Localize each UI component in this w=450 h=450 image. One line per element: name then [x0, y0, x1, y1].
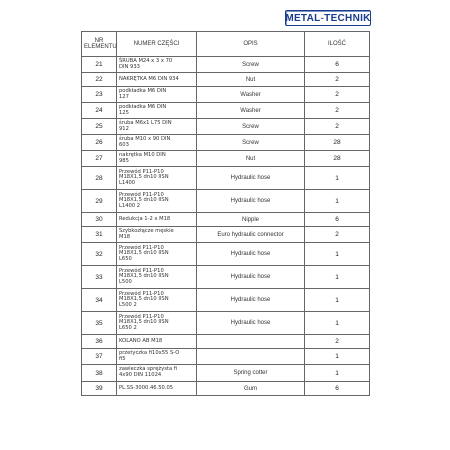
table-row — [82, 289, 370, 312]
row-part-number-cell: śruba M6x1 L75 DIN 912 — [117, 119, 197, 135]
table-row — [82, 135, 370, 151]
metal-technik-logo — [285, 10, 371, 26]
row-quantity-cell: 2 — [305, 87, 370, 103]
row-nr-cell: 37 — [82, 349, 117, 365]
row-part-number-cell: przetyczka fi10x55 S-O fi5 — [117, 349, 197, 365]
row-nr-cell: 39 — [82, 382, 117, 396]
logo-text-part2: TECHNIK — [324, 12, 371, 24]
row-quantity-cell: 1 — [305, 289, 370, 312]
row-description-cell: Hydraulic hose — [197, 289, 305, 312]
row-nr-cell: 38 — [82, 365, 117, 382]
row-nr-cell: 27 — [82, 151, 117, 167]
logo-text-separator: - — [320, 12, 325, 24]
row-nr-cell: 32 — [82, 243, 117, 266]
row-nr-cell: 25 — [82, 119, 117, 135]
row-description-cell: Screw — [197, 57, 305, 73]
table-row — [82, 57, 370, 73]
row-quantity-cell: 6 — [305, 382, 370, 396]
table-row — [82, 103, 370, 119]
row-description-cell: Hydraulic hose — [197, 312, 305, 335]
row-quantity-cell: 2 — [305, 227, 370, 243]
row-quantity-cell: 6 — [305, 213, 370, 227]
row-description-cell: Hydraulic hose — [197, 243, 305, 266]
table-row — [82, 119, 370, 135]
table-row — [82, 382, 370, 396]
row-nr-cell: 24 — [82, 103, 117, 119]
parts-table — [81, 31, 370, 396]
row-quantity-cell: 28 — [305, 151, 370, 167]
row-part-number-cell: podkładka M6 DIN 125 — [117, 103, 197, 119]
row-part-number-cell: PL.SS-3000.46.50.05 — [117, 382, 197, 396]
row-part-number-cell: Redukcja 1-2 x M18 — [117, 213, 197, 227]
row-quantity-cell: 28 — [305, 135, 370, 151]
row-description-cell: Nut — [197, 151, 305, 167]
header-numer-czesci: NUMER CZĘŚCI — [117, 32, 197, 57]
row-part-number-cell: Przewód P11-P10 M18X1,5 dn10 IISN L500 2 — [117, 289, 197, 312]
row-part-number-cell: podkładka M6 DIN 127 — [117, 87, 197, 103]
row-quantity-cell: 6 — [305, 57, 370, 73]
row-description-cell: Nipple — [197, 213, 305, 227]
table-row — [82, 167, 370, 190]
table-row — [82, 151, 370, 167]
row-quantity-cell: 1 — [305, 312, 370, 335]
row-nr-cell: 26 — [82, 135, 117, 151]
row-quantity-cell: 1 — [305, 365, 370, 382]
table-header-row — [82, 32, 370, 57]
row-nr-cell: 35 — [82, 312, 117, 335]
row-nr-cell: 29 — [82, 190, 117, 213]
row-description-cell: Hydraulic hose — [197, 167, 305, 190]
row-part-number-cell: Szybkozłącze męskie M18 — [117, 227, 197, 243]
table-row — [82, 349, 370, 365]
row-description-cell: Washer — [197, 87, 305, 103]
table-row — [82, 87, 370, 103]
row-part-number-cell: NAKRĘTKA M6 DIN 934 — [117, 73, 197, 87]
row-quantity-cell: 1 — [305, 190, 370, 213]
row-quantity-cell: 2 — [305, 103, 370, 119]
row-part-number-cell: zawleczka sprężysta fi 4x90 DIN 11024 — [117, 365, 197, 382]
table-row — [82, 365, 370, 382]
row-nr-cell: 23 — [82, 87, 117, 103]
table-row — [82, 243, 370, 266]
row-part-number-cell: Przewód P11-P10 M18X1,5 dn10 IISN L650 — [117, 243, 197, 266]
row-part-number-cell: KOLANO AB M18 — [117, 335, 197, 349]
table-row — [82, 213, 370, 227]
table-row — [82, 227, 370, 243]
row-description-cell: Spring cotter — [197, 365, 305, 382]
row-nr-cell: 22 — [82, 73, 117, 87]
row-nr-cell: 28 — [82, 167, 117, 190]
row-part-number-cell: Przewód P11-P10 M18X1,5 dn10 IISN L500 — [117, 266, 197, 289]
row-quantity-cell: 1 — [305, 349, 370, 365]
row-description-cell — [197, 335, 305, 349]
row-nr-cell: 36 — [82, 335, 117, 349]
row-description-cell: Euro hydraulic connector — [197, 227, 305, 243]
table-row — [82, 190, 370, 213]
row-part-number-cell: śruba M10 x 90 DIN 603 — [117, 135, 197, 151]
table-row — [82, 312, 370, 335]
row-nr-cell: 34 — [82, 289, 117, 312]
row-description-cell: Hydraulic hose — [197, 190, 305, 213]
row-quantity-cell: 1 — [305, 266, 370, 289]
row-description-cell: Screw — [197, 119, 305, 135]
row-description-cell: Hydraulic hose — [197, 266, 305, 289]
header-ilosc: ILOŚĆ — [305, 32, 370, 57]
row-part-number-cell: Przewód P11-P10 M18X1,5 dn10 IISN L1400 2 — [117, 190, 197, 213]
table-row — [82, 73, 370, 87]
row-description-cell — [197, 349, 305, 365]
row-nr-cell: 31 — [82, 227, 117, 243]
row-description-cell: Nut — [197, 73, 305, 87]
table-row — [82, 266, 370, 289]
row-description-cell: Washer — [197, 103, 305, 119]
row-quantity-cell: 2 — [305, 73, 370, 87]
row-nr-cell: 33 — [82, 266, 117, 289]
row-quantity-cell: 1 — [305, 243, 370, 266]
header-opis: OPIS — [197, 32, 305, 57]
row-part-number-cell: Przewód P11-P10 M18X1,5 dn10 IISN L1400 — [117, 167, 197, 190]
logo-text-part1: METAL — [285, 12, 321, 24]
row-nr-cell: 30 — [82, 213, 117, 227]
row-part-number-cell: nakrętka M10 DIN 985 — [117, 151, 197, 167]
table-row — [82, 335, 370, 349]
header-nr-elementu: NR ELEMENTU — [82, 32, 117, 57]
row-part-number-cell: ŚRUBA M24 x 3 x 70 DIN 933 — [117, 57, 197, 73]
row-part-number-cell: Przewód P11-P10 M18X1,5 dn10 IISN L650 2 — [117, 312, 197, 335]
row-nr-cell: 21 — [82, 57, 117, 73]
row-description-cell: Screw — [197, 135, 305, 151]
row-quantity-cell: 2 — [305, 119, 370, 135]
row-quantity-cell: 1 — [305, 167, 370, 190]
row-description-cell: Gum — [197, 382, 305, 396]
table-body — [82, 57, 370, 396]
row-quantity-cell: 2 — [305, 335, 370, 349]
